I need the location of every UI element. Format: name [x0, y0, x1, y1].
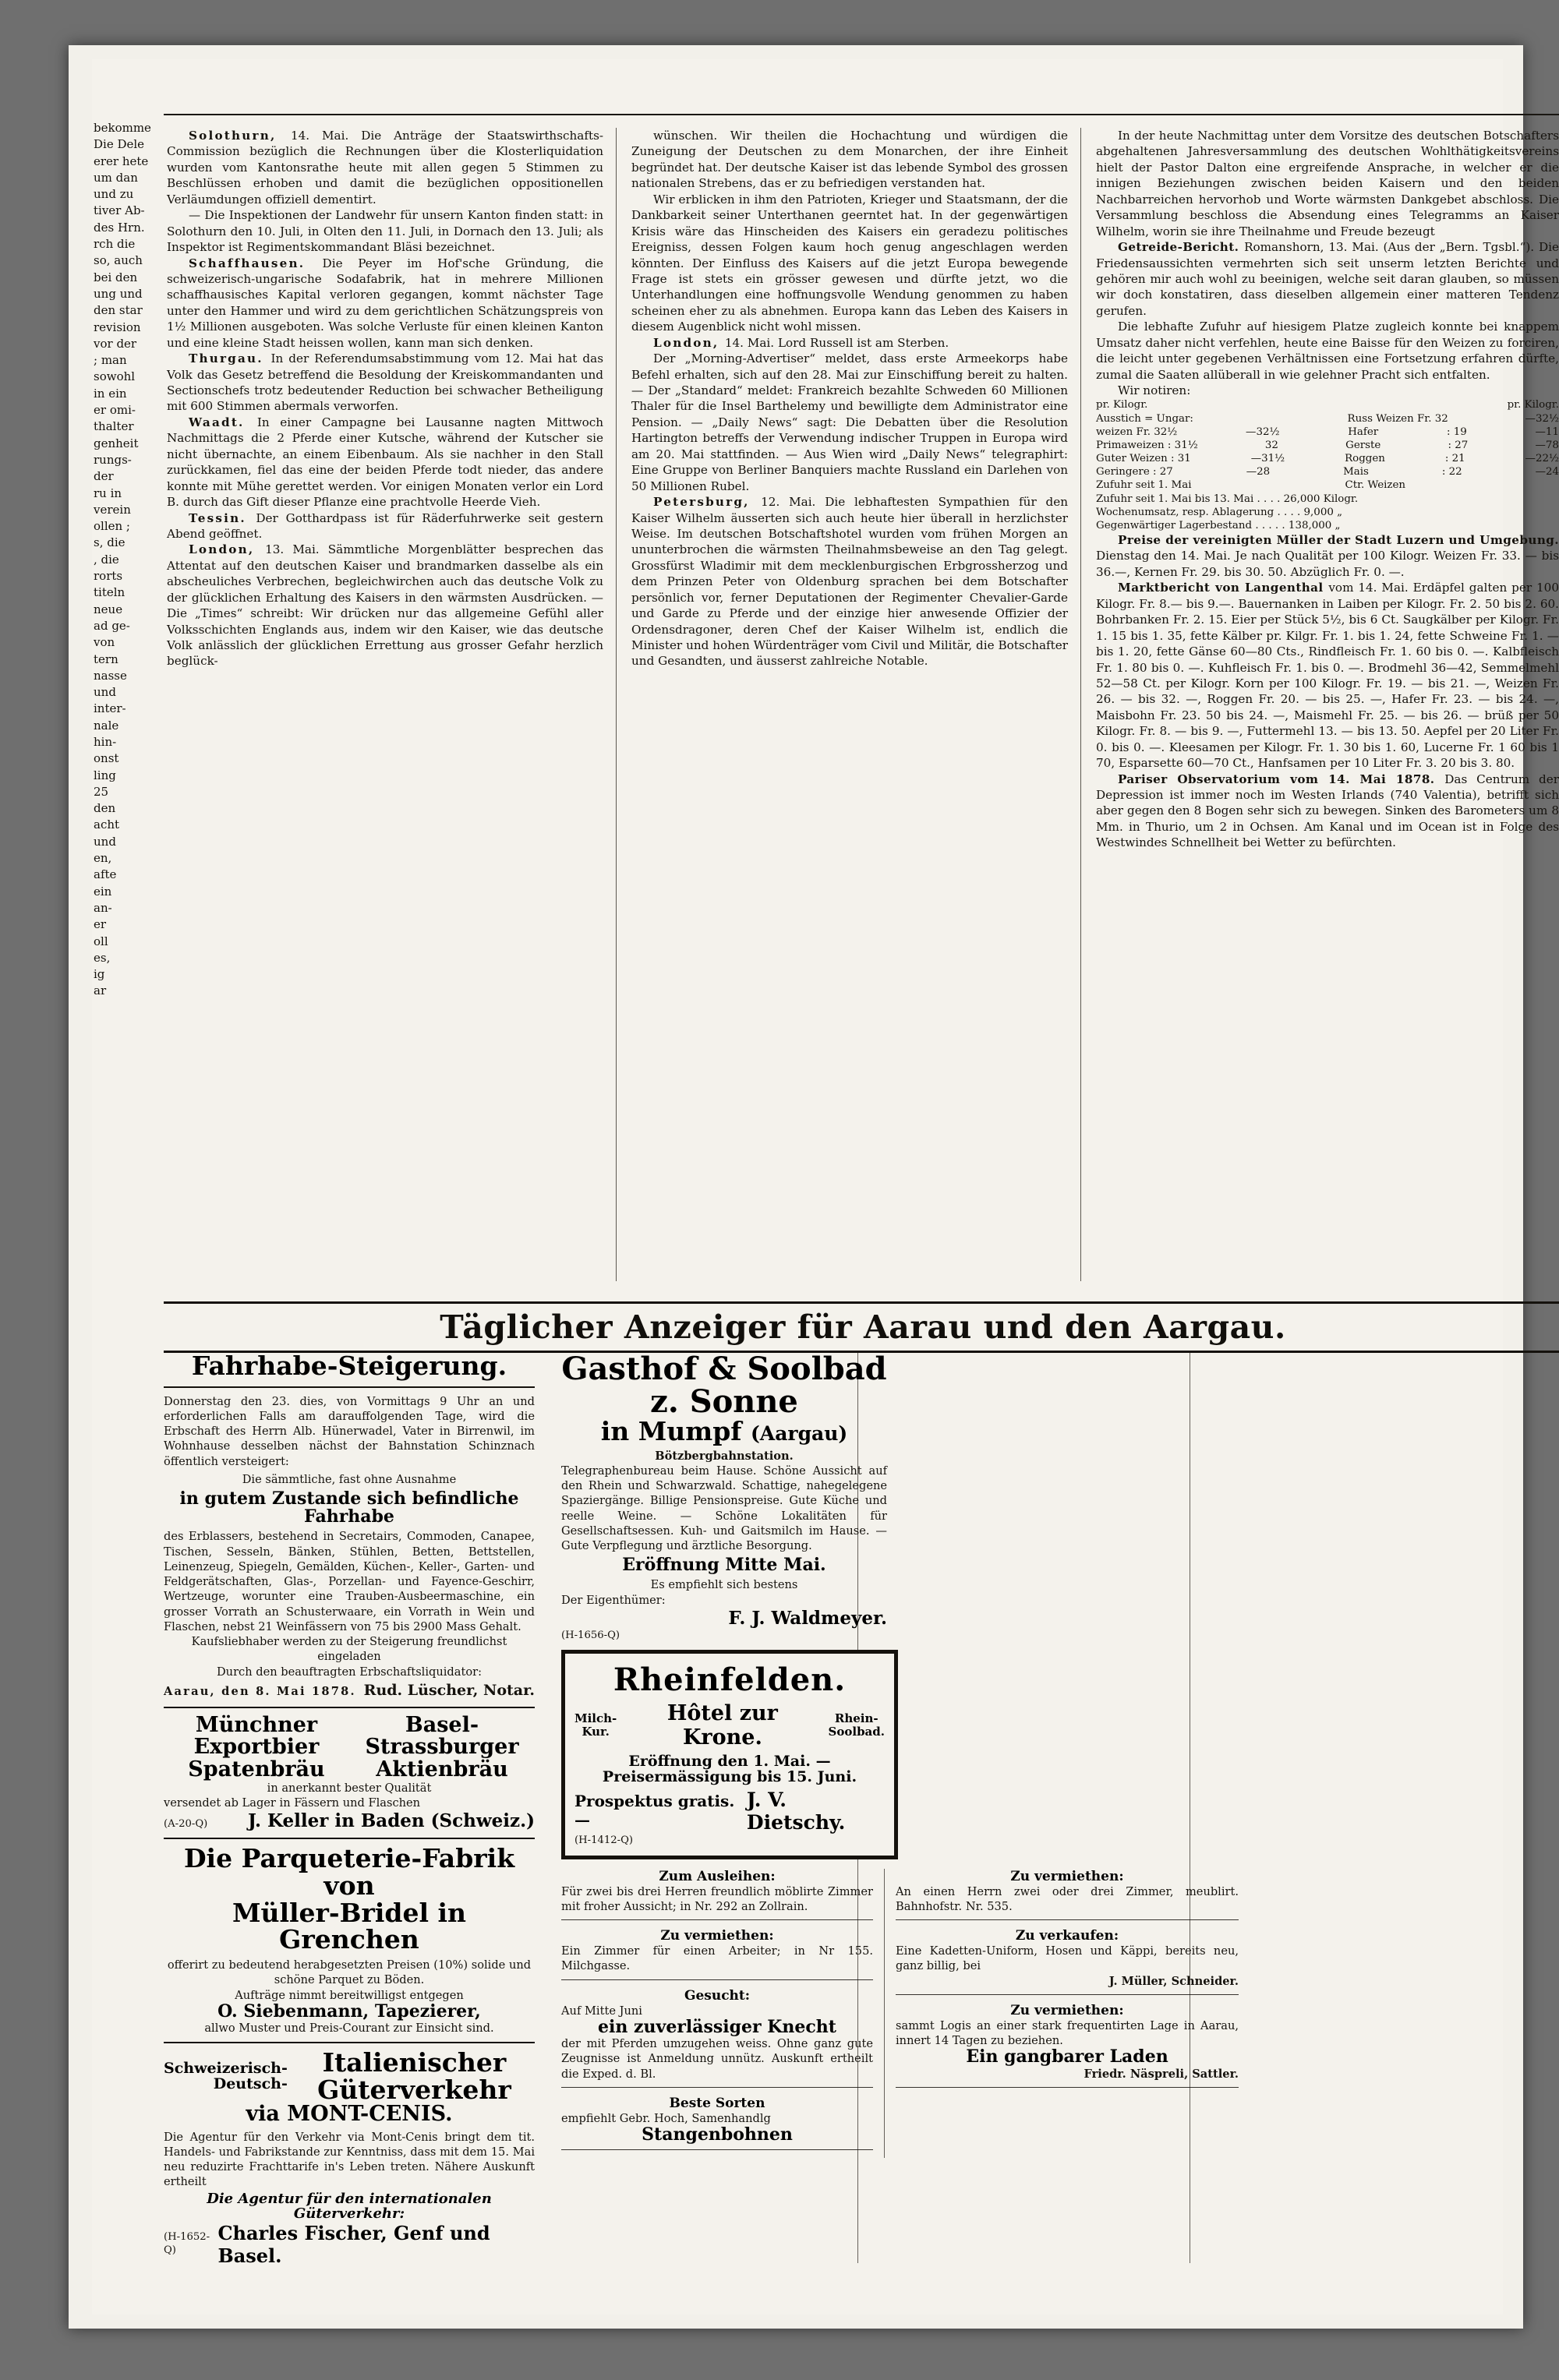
classified-ad-heading: Gesucht: [684, 1987, 751, 2004]
edge-fragment-line: hin- [94, 734, 117, 749]
news-body-text: In der heute Nachmittag unter dem Vorsitze des deutschen Botschafters abgehaltenen Jahresversammlung des deutschen Wohlthätigkeitsvereins hielt der Pastor Dalton eine ergreifende Ansprache, in welcher er die innigen Beziehungen zwischen beiden Kaisern und den beiden Nachbarreichen hervorhob und Worte wärmsten Dankgebet abschloss. Die Versammlung beschloss die Absendung eines Telegramms an Kaiser Wilhelm, worin sie ihre Theilnahme und Freude bezeugt [1096, 129, 1559, 238]
edge-fragment-line: ig [94, 967, 105, 982]
ad-parquet-p3: allwo Muster und Preis-Courant zur Einsicht sind. [204, 2021, 494, 2035]
ad-transport-via: via MONT-CENIS. [246, 2102, 453, 2127]
edge-fragment-line: inter- [94, 701, 126, 716]
classified-ad-heading: Zu vermiethen: [660, 1928, 774, 1944]
classified-ad-body: Für zwei bis drei Herren freundlich möblirte Zimmer mit froher Aussicht; in Nr. 292 an Zollrain. [561, 1884, 873, 1913]
classified-ad-headline: Stangenbohnen [642, 2124, 793, 2145]
ad-parquet-signature: O. Siebenmann, Tapezierer, [217, 2000, 481, 2022]
ad-beer-line: versendet ab Lager in Fässern und Flaschen [164, 1796, 421, 1810]
ad-sonne-title2b: (Aargau) [750, 1422, 848, 1445]
news-paragraph [167, 510, 603, 542]
ad-rheinfelden-line1: Eröffnung den 1. Mai. — Preisermässigung bis 15. Juni. [602, 1753, 857, 1786]
ad-transport-p2: Die Agentur für den internationalen Güterverkehr: [207, 2190, 492, 2222]
news-section [167, 128, 1559, 1289]
miller-report [1096, 532, 1559, 580]
grain-extra-row: Zufuhr seit 1. Mai bis 13. Mai . . . . 26,000 Kilogr. [1096, 493, 1359, 505]
classified-divider [561, 1979, 873, 1980]
classified-ad-body: Eine Kadetten-Uniform, Hosen und Käppi, bereits neu, ganz billig, bei [896, 1944, 1239, 1973]
ad-transport-pre2: Deutsch- [213, 2075, 288, 2092]
grain-price-row: Guter Weizen : 31 —31½ Roggen : 21 —22½ [1096, 453, 1559, 465]
edge-fragment-line: der [94, 469, 114, 484]
news-paragraph [631, 494, 1068, 669]
classified-ad [896, 1869, 1239, 1921]
miller-report-body: Dienstag den 14. Mai. Je nach Qualität per 100 Kilogr. Weizen Fr. 33. — bis 36.—, Kernen Fr. 29. bis 30. 50. Abzüglich Fr. 0. —. [1096, 549, 1559, 579]
anzeiger-masthead [164, 1301, 1559, 1353]
news-body-text: Die Peyer im Hof'sche Gründung, die schweizerisch-ungarische Sodafabrik, hat in mehrere Millionen schaffhausisches Kapital verloren gegangen, kommt nächster Tage unter den Hammer und wird zu dem gerichtlichen Schätzungspreis von 1½ Millionen ausgeboten. Was solche Verluste für einen kleinen Kanton und eine kleine Stadt heissen wollen, kann man sich denken. [167, 256, 603, 350]
miller-report-heading: Preise der vereinigten Müller der Stadt Luzern und Umgebung. [1118, 533, 1559, 547]
ad-sonne-opening: Eröffnung Mitte Mai. [622, 1555, 826, 1576]
ad-beer-signature: J. Keller in Baden (Schweiz.) [247, 1810, 535, 1832]
ad-sonne-title2-wrap [561, 1418, 887, 1446]
edge-fragment-line: ung und [94, 286, 143, 301]
edge-fragment-line: neue [94, 602, 123, 616]
edge-fragment-line: bei den [94, 270, 138, 284]
grain-extra-row: Gegenwärtiger Lagerbestand . . . . . 138,000 „ [1096, 519, 1341, 531]
ad-fahrhabe-signature: Rud. Lüscher, Notar. [363, 1681, 535, 1699]
ad-sonne-title1: Gasthof & Soolbad z. Sonne [561, 1351, 887, 1420]
news-paragraph [631, 335, 1068, 351]
edge-fragment-line: bekomme [94, 121, 151, 135]
edge-fragment-line: er omi- [94, 403, 136, 418]
ad-fahrhabe-headline: in gutem Zustande sich befindliche Fahrhabe [179, 1488, 519, 1527]
classified-ad-body-2: der mit Pferden umzugehen weiss. Ohne ganz gute Zeugnisse ist Anmeldung unnütz. Auskunft ertheilt die Exped. d. Bl. [561, 2037, 873, 2081]
edge-fragment-line: von [94, 635, 115, 650]
ad-rheinfelden-title: Rheinfelden. [613, 1661, 847, 1699]
classified-ad-heading: Zu verkaufen: [1015, 1928, 1119, 1944]
page-left-edge-fragment [92, 120, 157, 1289]
news-paragraph [631, 351, 1068, 494]
market-report-body: vom 14. Mai. Erdäpfel galten per 100 Kilogr. Fr. 8.— bis 9.—. Bauernanken in Laiben per Kilogr. Fr. 2. 50 bis 2. 60. Bohrbanken Fr. 2. 15. Eier per Stück 5½, bis 6 Ct. Saugkälber per Kilogr. Fr. 1. 15 bis 1. 35, fette Kälber pr. Kilgr. Fr. 1. bis 1. 24, fette Schweine Fr. 1. — bis 1. 20, fette Gänse 60—80 Cts., Rindfleisch Fr. 1. 60 bis 0. —. Kalbfleisch Fr. 1. 80 bis 0. —. Kuhfleisch Fr. 1. bis 0. —. Brodmehl 36—42, Semmelmehl 52—58 Ct. per Kilogr. Korn per 100 Kilogr. Fr. 19. — bis 21. —, Weizen Fr. 26. — bis 32. —, Roggen Fr. 20. — bis 25. —, Hafer Fr. 23. — bis 24. —, Maisbohn Fr. 23. 50 bis 24. —, Maismehl Fr. 25. — bis 26. — brüß per 50 Kilogr. Fr. 8. — bis 9. —, Futtermehl 13. — bis 13. 50. Aepfel per 20 Liter Fr. 0. bis 0. —. Kleesamen per Kilogr. Fr. 1. 30 bis 1. 60, Lucerne Fr. 1 60 bis 1 70, Esparsette 60—70 Ct., Hanfsamen per 10 Liter Fr. 3. 20 bis 3. 80. [1096, 581, 1559, 771]
ad-rheinfelden-ref: (H-1412-Q) [574, 1834, 634, 1847]
ad-fahrhabe-p3: des Erblassers, bestehend in Secretairs, Commoden, Canapee, Tischen, Sesseln, Bänken, Stühlen, Betten, Bettstellen, Leinenzeug, Spiegeln, Gemälden, Küchen-, Keller-, Garten- und Feldgerätschaften, Glas-, Porzellan- und Fayence-Geschirr, Wertzeuge, worunter eine Trauben-Ausbeermaschine, ein grosser Vorrath an Schusterwaare, ein Vorrath in Wein und Flaschen, nebst 21 Weinfässern von 75 bis 2900 Mass Gehalt. [164, 1530, 535, 1633]
ad-parquet [164, 1845, 535, 2036]
ad-transport-title: Italienischer Güterverkehr [317, 2047, 511, 2105]
ad-parquet-p1: offerirt zu bedeutend herabgesetzten Preisen (10%) solide und schöne Parquet zu Böden. [167, 1958, 532, 1987]
ad-transport [164, 2047, 535, 2267]
grain-report-note: Wir notiren: [1118, 383, 1191, 397]
ad-beer-right-title1: Basel-Strassburger [365, 1712, 519, 1760]
classified-ad [896, 1928, 1239, 1995]
edge-fragment-line: genheit [94, 436, 139, 450]
news-body-text: Die Anträge der Staatswirthschafts-Commission bezüglich die Rechnungen über die Klosterliquidation wurden vom Kantonsrathe heute mit allen gegen 5 Stimmen zu Beschlüssen erhoben und damit die bezüglichen oppositionellen Verläumdungen offiziell dementirt. [167, 129, 603, 207]
classified-divider [561, 1919, 873, 1920]
ad-beer-left-title2: Spatenbräu [188, 1757, 325, 1781]
column-divider-1 [616, 128, 617, 1281]
classified-divider [561, 2087, 873, 2088]
ad-beer-ref: (A-20-Q) [164, 1818, 208, 1831]
ad-rheinfelden-left1: Milch- [574, 1711, 617, 1726]
classified-ad [561, 1869, 873, 1921]
ad-transport-pre1: Schweizerisch- [164, 2059, 288, 2077]
ad-parquet-p2: Aufträge nimmt bereitwilligst entgegen [235, 1988, 464, 2002]
ad-rheinfelden-mid: Hôtel zur Krone. [666, 1701, 778, 1750]
classified-ad [561, 1988, 873, 2088]
edge-fragment-line: oll [94, 934, 108, 948]
classified-divider [896, 2087, 1239, 2088]
ad-fahrhabe-p1: Donnerstag den 23. dies, von Vormittags 9 Uhr an und erforderlichen Falls am darauffolgenden Tage, wird die Erbschaft des Herrn Alb. Hünerwadel, Vater in Birrenwil, im Wohnhause desselben nächst der Bahnstation Schinznach öffentlich versteigert: [164, 1394, 535, 1468]
classified-ad-body: Ein Zimmer für einen Arbeiter; in Nr 155. Milchgasse. [561, 1944, 873, 1973]
edge-fragment-line: an- [94, 900, 112, 915]
classified-ad-heading: Zu vermiethen: [1010, 2002, 1124, 2018]
news-body-text: Sämmtliche Morgenblätter besprechen das Attentat auf den deutschen Kaiser und brandmarken dasselbe als ein abscheuliches Verbrechen, begleichwirchen auch das deutsche Volk zu der glücklichen Erhaltung des Kaisers in den wärmsten Ausdrücken. — Die „Times“ schreibt: Wir drücken nur das allgemeine Gefühl aller Volksschichten Englands aus, indem wir den Kaiser, wie das deutsche Volk anlässlich der glücklichen Errettung aus grosser Gefahr herzlich beglück- [167, 542, 603, 669]
grain-extra-row: Wochenumsatz, resp. Ablagerung . . . . 9,000 „ [1096, 506, 1343, 518]
classified-ad [896, 2003, 1239, 2088]
classified-divider [561, 2149, 873, 2150]
edge-fragment-line: afte [94, 867, 117, 882]
news-paragraph [167, 128, 603, 207]
edge-fragment-line: rorts [94, 569, 123, 584]
column-divider-2 [1080, 128, 1081, 1281]
market-report-heading: Marktbericht von Langenthal [1118, 581, 1329, 595]
news-dateline-place: Tessin. [189, 510, 256, 525]
ad-fahrhabe-p4: Kaufsliebhaber werden zu der Steigerung freundlichst eingeladen [191, 1635, 507, 1664]
news-dateline-place: Schaffhausen. [189, 256, 323, 270]
edge-fragment-line: erer hete [94, 154, 149, 168]
classified-ad-heading: Zum Ausleihen: [659, 1868, 776, 1884]
page-content-area [92, 59, 1559, 2315]
edge-fragment-line: titeln [94, 585, 125, 600]
ad-rheinfelden-line2: Prospektus gratis. — [574, 1792, 735, 1830]
grain-price-row: Ausstich = Ungar: Russ Weizen Fr. 32 —32½ [1096, 412, 1559, 425]
grain-report-lead: Romanshorn, 13. Mai. (Aus der „Bern. Tgsbl.“). Die Friedensaussichten vermehrten sich seit unserm letzten Berichte und gehören mir auch wohl zu beeinigen, welche seit daran glauben, so müssen wir doch konstatiren, dass dieselben allgemein einer matteren Tendenz gerufen. [1096, 240, 1559, 318]
news-column-2 [631, 128, 1068, 669]
edge-fragment-line: rch die [94, 237, 136, 252]
edge-fragment-line: den [94, 801, 116, 816]
classified-ad [561, 2096, 873, 2150]
news-dateline-date: 12. Mai. [761, 495, 825, 510]
classified-ad [561, 1928, 873, 1980]
news-body-text: In einer Campagne bei Lausanne nagten Mittwoch Nachmittags die 2 Pferde einer Kutsche, während der Kutscher sie nicht übernachte, an einem Eibenbaum. Als sie nachher in den Stall zurückkamen, fiel das eine der beiden Pferde todt nieder, das andere konnte mit Mühe gerettet werden. Vor einigen Monaten verlor ein Lord B. durch das Gift dieser Pflanze eine prachtvolle Heerde Vieh. [167, 415, 603, 510]
ad-transport-ref: (H-1652-Q) [164, 2230, 210, 2256]
news-dateline-date: 14. Mai. [724, 335, 778, 350]
edge-fragment-line: und [94, 834, 116, 849]
news-body-text: — Die Inspektionen der Landwehr für unsern Kanton finden statt: in Solothurn den 10. Juli, in Olten den 11. Juli, in Dornach den 13. Juli; als Inspektor ist Regimentskommandant Bläsi bezeichnet. [167, 208, 603, 255]
edge-fragment-line: tern [94, 651, 118, 666]
news-paragraph [167, 256, 603, 351]
classified-ad-heading: Beste Sorten [669, 2095, 765, 2111]
edge-fragment-line: nale [94, 718, 119, 733]
news-paragraph [167, 415, 603, 510]
news-paragraph [631, 128, 1068, 192]
news-paragraph [631, 192, 1068, 335]
market-report [1096, 580, 1559, 771]
ad-parquet-title1: Die Parqueterie-Fabrik von [183, 1843, 515, 1902]
news-dateline-place: London, [653, 335, 725, 350]
grain-price-row: Geringere : 27 —28 Mais : 22 —24 [1096, 466, 1559, 478]
ad-sonne-recommend: Es empfiehlt sich bestens [650, 1578, 798, 1592]
edge-fragment-line: rungs- [94, 452, 132, 467]
edge-fragment-line: und zu [94, 187, 134, 202]
edge-fragment-line: nasse [94, 668, 127, 683]
ad-fahrhabe-place-date: Aarau, den 8. Mai 1878. [164, 1684, 356, 1698]
edge-fragment-line: des Hrn. [94, 220, 145, 235]
grain-report [1096, 239, 1559, 319]
news-body-text: Der Gotthardpass ist für Räderfuhrwerke seit gestern Abend geöffnet. [167, 510, 603, 541]
edge-fragment-line: Die Dele [94, 137, 145, 152]
classified-ad-body: Auf Mitte Juni [561, 2004, 642, 2018]
edge-fragment-line: ru in [94, 486, 122, 500]
edge-fragment-line: ; man [94, 353, 127, 368]
ad-transport-p1: Die Agentur für den Verkehr via Mont-Cenis bringt dem tit. Handels- und Fabrikstande zur Kenntniss, dass mit dem 15. Mai neu reduzirte Frachttarife in's Leben treten. Nähere Auskunft ertheilt [164, 2130, 535, 2189]
edge-fragment-line: s, die [94, 535, 125, 550]
ad-sonne-p1: Telegraphenbureau beim Hause. Schöne Aussicht auf den Rhein und Schwarzwald. Schattige, nahegelegene Spaziergänge. Billige Pensionspreise. Gute Küche und reelle Weine. — Schöne Lokalitäten für Gesellschaftsessen. Kuh- und Gaitsmilch im Hause. — Gute Verpflegung und ärztliche Besorgung. [561, 1464, 887, 1553]
grain-report-heading: Getreide-Bericht. [1118, 240, 1245, 255]
ad-column-middle [561, 1353, 1247, 2158]
edge-fragment-line: ein [94, 884, 112, 899]
news-body-text: wünschen. Wir theilen die Hochachtung und würdigen die Zuneigung der Deutschen zu dem Monarchen, der ihre Einheit begründet hat. Der deutsche Kaiser ist das lebende Symbol des grossen nationalen Strebens, das er zu befriedigen verstanden hat. [631, 129, 1068, 191]
ad-beer-quality: in anerkannt bester Qualität [267, 1781, 432, 1795]
grain-price-table: pr. Kilogr. pr. Kilogr. Ausstich = Ungar: Russ Weizen Fr. 32 —32½ weizen Fr. 32½ —32½ Hafer : 19 —11 Primaweizen : 31½ 32 Gerste : 27 —78 Guter Weizen : 31 —31½ Roggen : 21 —22½ Geringere : 27 —28 Mais : 22 —24 Zufuhr seit 1. Mai Ctr. Weizen Zufuhr seit 1. Mai bis 13. Mai . . . . 26,000 Kilogr. Wochenumsatz, resp. Ablagerung . . . . 9,000 „ Gegenwärtiger Lagerbestand . . . . . 138,000 „ [1096, 399, 1559, 531]
news-dateline-place: Waadt. [189, 415, 257, 429]
anzeiger-title: Täglicher Anzeiger für Aarau und den Aargau. [440, 1308, 1286, 1346]
edge-fragment-line: ollen ; [94, 519, 130, 534]
news-dateline-place: Thurgau. [189, 351, 271, 366]
edge-fragment-line: vor der [94, 336, 137, 351]
classified-divider [896, 1919, 1239, 1920]
edge-fragment-line: ad ge- [94, 618, 130, 633]
grain-price-row: Zufuhr seit 1. Mai Ctr. Weizen [1096, 479, 1406, 492]
classified-ad-body: sammt Logis an einer stark frequentirten Lage in Aarau, innert 14 Tagen zu beziehen. [896, 2018, 1239, 2048]
edge-fragment-line: verein [94, 502, 131, 517]
barometer-report [1096, 772, 1559, 851]
ad-sonne-title2: in Mumpf [600, 1416, 742, 1446]
ad-sonne [561, 1353, 887, 1642]
ad-rheinfelden-right1: Rhein- [834, 1711, 878, 1726]
edge-fragment-line: ar [94, 983, 107, 998]
ad-beer [164, 1714, 535, 1832]
ad-rheinfelden [561, 1650, 898, 1859]
ad-transport-signature: Charles Fischer, Genf und Basel. [217, 2221, 490, 2267]
ad-rheinfelden-right2: Soolbad. [828, 1725, 885, 1739]
ad-sonne-owner: F. J. Waldmeyer. [728, 1607, 887, 1629]
news-body-text: In der Referendumsabstimmung vom 12. Mai hat das Volk das Gesetz betreffend die Besoldung der Kreiskommandanten und Sectionschefs trotz bedeutender Reduction bei schwacher Betheiligung mit 600 Stimmen abermals verworfen. [167, 351, 603, 414]
news-paragraph [167, 542, 603, 669]
edge-fragment-line: en, [94, 851, 112, 866]
edge-fragment-line: revision [94, 320, 141, 334]
news-body-text: Wir erblicken in ihm den Patrioten, Krieger und Staatsmann, der die Dankbarkeit seiner Unterthanen geerntet hat. In der gegenwärtigen Krisis wäre das Hinscheiden des Kaisers ein geradezu politisches Ereigniss, dessen Folgen kaum hoch genug angeschlagen werden könnten. Der Einfluss des Kaisers auf die jetzt Europa bewegende Frage ist stets ein grösser gewesen und dürfte jetzt, wo die Unterhandlungen eine hoffnungsvolle Wendung genommen zu haben scheinen eher zu als abnehmen. Europa kann das Leben des Kaisers in diesem Augenblick nicht wohl missen. [631, 192, 1068, 334]
ad-parquet-title2: Müller-Bridel in Grenchen [232, 1897, 467, 1955]
edge-fragment-line: so, auch [94, 253, 143, 268]
edge-fragment-line: ling [94, 768, 116, 782]
edge-fragment-line: den star [94, 303, 143, 318]
news-dateline-place: Petersburg, [653, 495, 762, 510]
edge-fragment-line: , die [94, 552, 119, 567]
ad-fahrhabe-steigerung [164, 1353, 535, 1700]
ad-fahrhabe-p5: Durch den beauftragten Erbschaftsliquidator: [216, 1665, 483, 1679]
ad-sonne-owner-label: Der Eigenthümer: [561, 1593, 666, 1607]
classifieds-left [561, 1869, 884, 2158]
news-paragraph [167, 351, 603, 415]
ad-beer-left-title1: Münchner Exportbier [193, 1712, 320, 1760]
edge-fragment-line: und [94, 685, 116, 700]
news-column-1 [167, 128, 603, 669]
news-dateline-place: Solothurn, [189, 129, 291, 143]
news-dateline-place: London, [189, 542, 266, 557]
classified-ad-headline: Ein gangbarer Laden [966, 2046, 1168, 2067]
edge-fragment-line: tiver Ab- [94, 203, 145, 218]
news-dateline-date: 13. Mai. [265, 542, 328, 557]
classified-ad-signature: J. Müller, Schneider. [1108, 1974, 1239, 1988]
ad-sonne-sub: Bötzbergbahnstation. [655, 1449, 794, 1463]
edge-fragment-line: um dan [94, 170, 138, 185]
classified-divider [896, 1994, 1239, 1995]
news-body-text: Der „Morning-Advertiser“ meldet, dass erste Armeekorps habe Befehl erhalten, sich auf den 28. Mai zur Einschiffung bereit zu halten. — Der „Standard“ meldet: Frankreich bezahlte Schweden 60 Millionen Thaler für die Insel Barthelemy und bewilligte dem Administrator eine Pension. — „Daily News“ sagt: Die Debatten über die Resolution Hartington betreffs der Verwendung indischer Truppen in Europa wird am 20. Mai stattfinden. — Aus Wien wird „Daily News“ telegraphirt: Eine Gruppe von Berliner Banquiers machte Russland ein Darlehen von 50 Millionen Rubel. [631, 351, 1068, 493]
barometer-report-heading: Pariser Observatorium vom 14. Mai 1878. [1118, 772, 1445, 786]
ad-rheinfelden-left2: Kur. [582, 1725, 610, 1739]
edge-fragment-line: es, [94, 950, 111, 965]
grain-price-row: Primaweizen : 31½ 32 Gerste : 27 —78 [1096, 439, 1559, 451]
classified-ad-signature: Friedr. Näspreli, Sattler. [1084, 2067, 1239, 2081]
classified-ad-body: An einen Herrn zwei oder drei Zimmer, meublirt. Bahnhofstr. Nr. 535. [896, 1884, 1239, 1913]
advertisements-section [164, 1353, 1559, 2269]
barometer-report-body: Das Centrum der Depression ist immer noch im Westen Irlands (740 Valentia), betrifft sich aber gegen den 8 Bogen sehr sich zu bewegen. Sinken des Barometers um 8 Mm. in Thurio, um 2 in Ochsen. Am Kanal und im Ocean ist in Folge des Westwindes Schnellheit bei Wetter zu befürchten. [1096, 772, 1559, 850]
edge-fragment-line: acht [94, 817, 120, 832]
edge-fragment-line: thalter [94, 419, 134, 434]
edge-fragment-line: in ein [94, 386, 127, 401]
grain-report-body: Die lebhafte Zufuhr auf hiesigem Platze zugleich konnte bei knappem Umsatz daher nicht verfehlen, heute eine Baisse für den Weizen zu forciren, die leicht unter gegebenen Verhältnissen eine Fortsetzung erfahren dürfte, zumal die Saaten allüberall in wie gelehner Pracht sich entfalten. [1096, 320, 1559, 382]
ad-rheinfelden-signature: J. V. Dietschy. [746, 1789, 846, 1834]
news-body-text: Die lebhaftesten Sympathien für den Kaiser Wilhelm äusserten sich auch heute hier überall in herzlichster Weise. Im deutschen Botschaftshotel wurden vom frühen Morgen an ununterbrochen die wärmsten Theilnahmsbeweise an den Tag gelegt. Grossfürst Wladimir mit dem mecklenburgischen Erbgrossherzog und dem Prinzen Peter von Oldenburg sprachen bei dem Botschafter persönlich vor, ferner Deputationen der Regimenter Chevalier-Garde und Garde zu Pferde und der einzige hier anwesende Offizier der Ordensdragoner, deren Chef der Kaiser Wilhelm ist, endlich die Minister und hohen Würdenträger vom Civil und Militär, die Botschafter und Gesandten, und äusserst zahlreiche Notable. [631, 495, 1068, 669]
edge-fragment-line: 25 [94, 784, 109, 799]
news-dateline-date: 14. Mai. [290, 129, 362, 143]
classified-ad-headline: ein zuverlässiger Knecht [598, 2016, 836, 2037]
news-paragraph [167, 207, 603, 255]
classified-ad-heading: Zu vermiethen: [1010, 1868, 1124, 1884]
edge-fragment-line: onst [94, 751, 119, 766]
top-rule-divider [164, 114, 1559, 115]
news-body-text: Lord Russell ist am Sterben. [777, 335, 949, 350]
news-paragraph [1096, 128, 1559, 239]
ad-beer-right-title2: Aktienbräu [376, 1757, 508, 1781]
newspaper-page [69, 45, 1559, 2329]
classified-ad-body: empfiehlt Gebr. Hoch, Samenhandlg [561, 2111, 771, 2125]
ad-sonne-ref: (H-1656-Q) [561, 1629, 620, 1641]
edge-fragment-line: er [94, 917, 107, 932]
edge-fragment-line: sowohl [94, 369, 136, 384]
news-column-3 [1096, 128, 1559, 851]
classifieds-right [885, 1869, 1239, 2158]
ad-fahrhabe-title: Fahrhabe-Steigerung. [191, 1351, 507, 1381]
grain-price-row: weizen Fr. 32½ —32½ Hafer : 19 —11 [1096, 426, 1559, 438]
ad-fahrhabe-p2: Die sämmtliche, fast ohne Ausnahme [242, 1472, 457, 1486]
